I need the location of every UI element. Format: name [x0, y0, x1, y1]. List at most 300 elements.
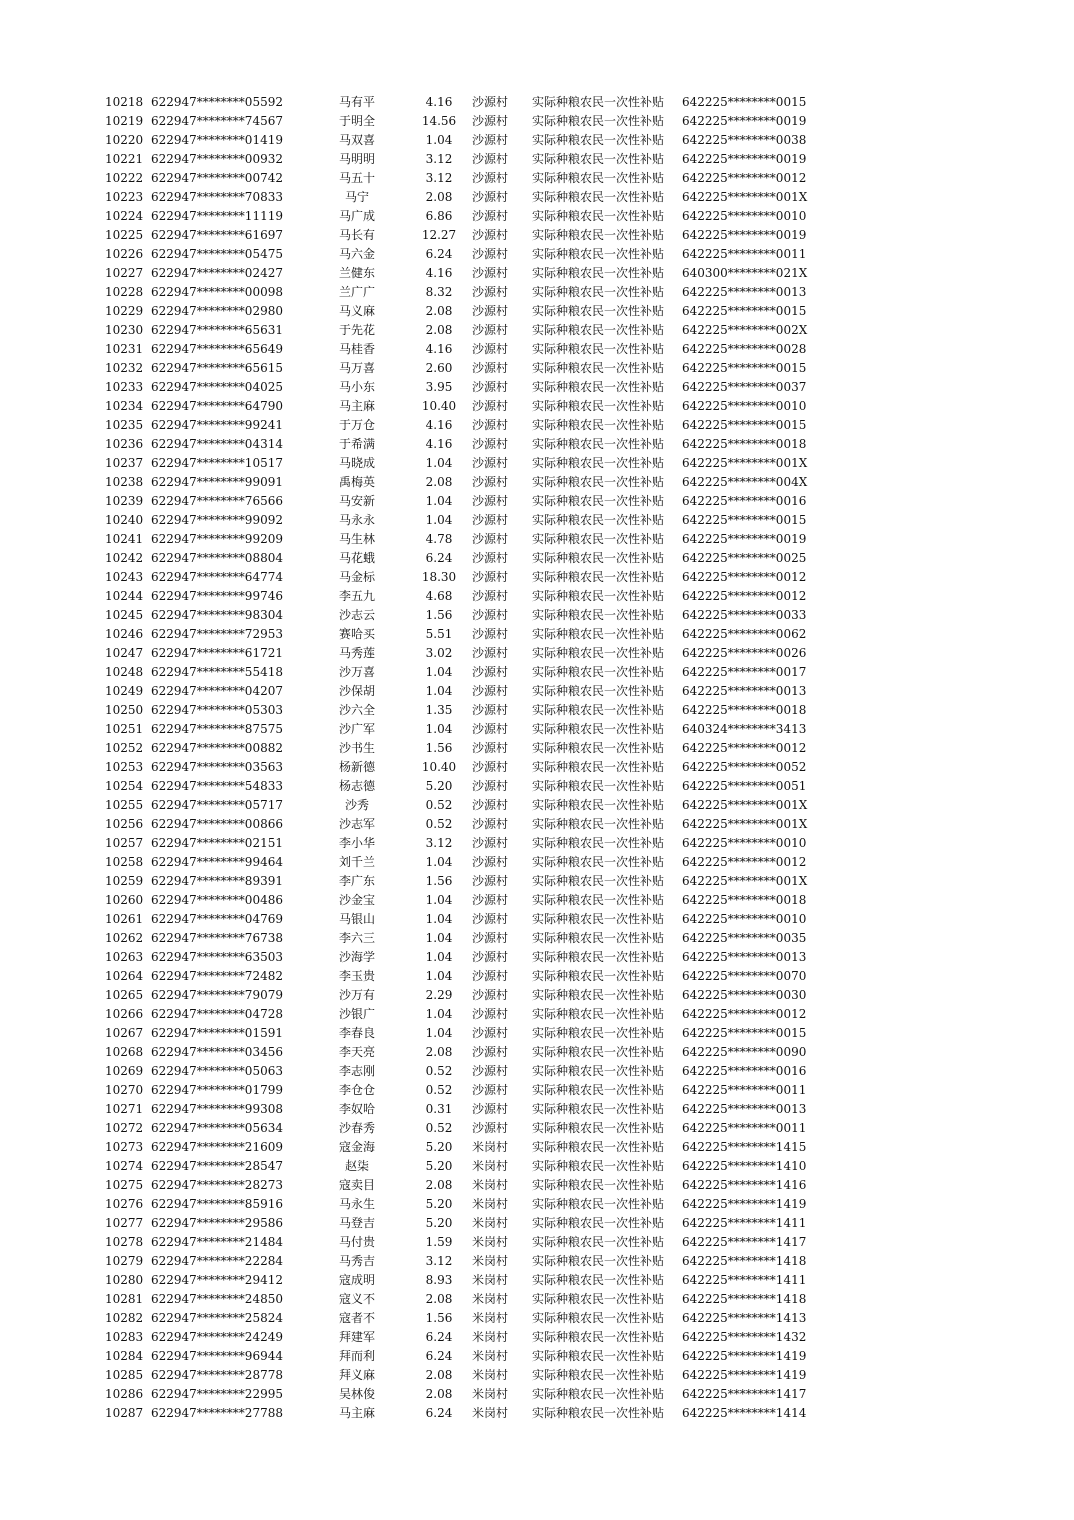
village-cell: 沙源村 — [472, 893, 509, 907]
table-row — [0, 1138, 832, 1157]
farmer-name-cell: 马安新 — [338, 494, 375, 508]
bank-account-cell: 622947********61721 — [151, 646, 283, 660]
subsidy-amount-cell: 6.86 — [425, 209, 453, 223]
id-number-cell: 642225********0011 — [682, 1083, 807, 1097]
farmer-name-cell: 马晓成 — [338, 456, 375, 470]
farmer-name-cell: 沙书生 — [338, 741, 375, 755]
subsidy-amount-cell: 18.30 — [421, 570, 457, 584]
table-row — [0, 986, 832, 1005]
subsidy-type-cell: 实际种粮农民一次性补贴 — [532, 475, 665, 489]
id-number-cell: 642225********0012 — [682, 855, 807, 869]
farmer-name-cell: 马登吉 — [338, 1216, 375, 1230]
subsidy-amount-cell: 0.52 — [425, 798, 453, 812]
bank-account-cell: 622947********29412 — [151, 1273, 283, 1287]
farmer-name-cell: 李广东 — [338, 874, 375, 888]
bank-account-cell: 622947********02427 — [151, 266, 283, 280]
subsidy-type-cell: 实际种粮农民一次性补贴 — [532, 1292, 665, 1306]
serial-number-cell: 10284 — [105, 1349, 144, 1363]
village-cell: 米岗村 — [472, 1292, 509, 1306]
subsidy-amount-cell: 2.08 — [425, 475, 453, 489]
subsidy-type-cell: 实际种粮农民一次性补贴 — [532, 95, 665, 109]
serial-number-cell: 10238 — [105, 475, 144, 489]
subsidy-type-cell: 实际种粮农民一次性补贴 — [532, 608, 665, 622]
village-cell: 米岗村 — [472, 1387, 509, 1401]
id-number-cell: 642225********0013 — [682, 285, 807, 299]
subsidy-amount-cell: 1.04 — [425, 1007, 453, 1021]
table-row — [0, 1328, 832, 1347]
subsidy-type-cell: 实际种粮农民一次性补贴 — [532, 380, 665, 394]
subsidy-amount-cell: 1.04 — [425, 950, 453, 964]
id-number-cell: 642225********001X — [682, 456, 808, 470]
table-row — [0, 796, 832, 815]
farmer-name-cell: 沙万喜 — [338, 665, 375, 679]
farmer-name-cell: 马双喜 — [338, 133, 375, 147]
farmer-name-cell: 沙银广 — [338, 1007, 375, 1021]
id-number-cell: 642225********1411 — [682, 1273, 807, 1287]
subsidy-amount-cell: 2.08 — [425, 1368, 453, 1382]
bank-account-cell: 622947********04025 — [151, 380, 283, 394]
id-number-cell: 642225********0016 — [682, 494, 807, 508]
id-number-cell: 642225********0028 — [682, 342, 807, 356]
farmer-name-cell: 马付贵 — [338, 1235, 375, 1249]
bank-account-cell: 622947********98304 — [151, 608, 283, 622]
subsidy-amount-cell: 6.24 — [425, 1406, 453, 1420]
bank-account-cell: 622947********24249 — [151, 1330, 283, 1344]
subsidy-amount-cell: 0.52 — [425, 817, 453, 831]
subsidy-amount-cell: 2.08 — [425, 304, 453, 318]
village-cell: 沙源村 — [472, 513, 509, 527]
village-cell: 沙源村 — [472, 988, 509, 1002]
subsidy-amount-cell: 3.12 — [425, 836, 453, 850]
subsidy-amount-cell: 6.24 — [425, 551, 453, 565]
table-row — [0, 720, 832, 739]
bank-account-cell: 622947********79079 — [151, 988, 283, 1002]
village-cell: 米岗村 — [472, 1311, 509, 1325]
id-number-cell: 642225********0010 — [682, 912, 807, 926]
subsidy-amount-cell: 5.51 — [425, 627, 453, 641]
subsidy-type-cell: 实际种粮农民一次性补贴 — [532, 1273, 665, 1287]
subsidy-amount-cell: 3.02 — [425, 646, 453, 660]
bank-account-cell: 622947********64790 — [151, 399, 283, 413]
subsidy-type-cell: 实际种粮农民一次性补贴 — [532, 1178, 665, 1192]
table-row — [0, 1347, 832, 1366]
bank-account-cell: 622947********28778 — [151, 1368, 283, 1382]
bank-account-cell: 622947********76566 — [151, 494, 283, 508]
bank-account-cell: 622947********22284 — [151, 1254, 283, 1268]
table-row — [0, 207, 832, 226]
subsidy-amount-cell: 12.27 — [421, 228, 457, 242]
subsidy-amount-cell: 3.12 — [425, 1254, 453, 1268]
subsidy-amount-cell: 1.59 — [425, 1235, 453, 1249]
subsidy-type-cell: 实际种粮农民一次性补贴 — [532, 456, 665, 470]
farmer-name-cell: 马义麻 — [338, 304, 375, 318]
subsidy-type-cell: 实际种粮农民一次性补贴 — [532, 418, 665, 432]
village-cell: 沙源村 — [472, 836, 509, 850]
subsidy-type-cell: 实际种粮农民一次性补贴 — [532, 912, 665, 926]
village-cell: 沙源村 — [472, 209, 509, 223]
subsidy-amount-cell: 0.52 — [425, 1064, 453, 1078]
subsidy-type-cell: 实际种粮农民一次性补贴 — [532, 513, 665, 527]
serial-number-cell: 10246 — [105, 627, 144, 641]
subsidy-amount-cell: 1.04 — [425, 931, 453, 945]
table-row — [0, 1290, 832, 1309]
id-number-cell: 642225********1417 — [682, 1235, 807, 1249]
bank-account-cell: 622947********00866 — [151, 817, 283, 831]
subsidy-type-cell: 实际种粮农民一次性补贴 — [532, 931, 665, 945]
table-row — [0, 188, 832, 207]
subsidy-amount-cell: 1.04 — [425, 133, 453, 147]
subsidy-amount-cell: 1.35 — [425, 703, 453, 717]
farmer-name-cell: 拜建军 — [338, 1330, 375, 1344]
id-number-cell: 642225********0018 — [682, 703, 807, 717]
subsidy-type-cell: 实际种粮农民一次性补贴 — [532, 589, 665, 603]
table-row — [0, 872, 832, 891]
village-cell: 沙源村 — [472, 779, 509, 793]
id-number-cell: 642225********0019 — [682, 152, 807, 166]
subsidy-amount-cell: 1.04 — [425, 665, 453, 679]
subsidy-type-cell: 实际种粮农民一次性补贴 — [532, 684, 665, 698]
serial-number-cell: 10283 — [105, 1330, 144, 1344]
bank-account-cell: 622947********65631 — [151, 323, 283, 337]
id-number-cell: 642225********1417 — [682, 1387, 807, 1401]
subsidy-type-cell: 实际种粮农民一次性补贴 — [532, 817, 665, 831]
farmer-name-cell: 马五十 — [338, 171, 375, 185]
farmer-name-cell: 马生林 — [338, 532, 375, 546]
village-cell: 沙源村 — [472, 456, 509, 470]
id-number-cell: 642225********0010 — [682, 399, 807, 413]
subsidy-amount-cell: 1.56 — [425, 741, 453, 755]
farmer-name-cell: 寇金海 — [338, 1140, 375, 1154]
serial-number-cell: 10277 — [105, 1216, 144, 1230]
table-row — [0, 1252, 832, 1271]
table-row — [0, 834, 832, 853]
id-number-cell: 642225********0018 — [682, 893, 807, 907]
serial-number-cell: 10286 — [105, 1387, 144, 1401]
bank-account-cell: 622947********00932 — [151, 152, 283, 166]
subsidy-amount-cell: 1.04 — [425, 722, 453, 736]
village-cell: 沙源村 — [472, 418, 509, 432]
village-cell: 米岗村 — [472, 1235, 509, 1249]
bank-account-cell: 622947********04728 — [151, 1007, 283, 1021]
serial-number-cell: 10282 — [105, 1311, 144, 1325]
serial-number-cell: 10223 — [105, 190, 144, 204]
serial-number-cell: 10251 — [105, 722, 144, 736]
bank-account-cell: 622947********29586 — [151, 1216, 283, 1230]
serial-number-cell: 10273 — [105, 1140, 144, 1154]
id-number-cell: 642225********0019 — [682, 532, 807, 546]
bank-account-cell: 622947********11119 — [151, 209, 283, 223]
serial-number-cell: 10242 — [105, 551, 144, 565]
bank-account-cell: 622947********99241 — [151, 418, 283, 432]
serial-number-cell: 10269 — [105, 1064, 144, 1078]
subsidy-amount-cell: 6.24 — [425, 247, 453, 261]
id-number-cell: 642225********0013 — [682, 1102, 807, 1116]
bank-account-cell: 622947********72482 — [151, 969, 283, 983]
farmer-name-cell: 马宁 — [344, 190, 369, 204]
subsidy-amount-cell: 3.12 — [425, 171, 453, 185]
farmer-name-cell: 李五九 — [338, 589, 375, 603]
roster-body — [0, 93, 832, 1423]
farmer-name-cell: 沙保胡 — [338, 684, 375, 698]
serial-number-cell: 10287 — [105, 1406, 144, 1420]
subsidy-type-cell: 实际种粮农民一次性补贴 — [532, 532, 665, 546]
table-row — [0, 1385, 832, 1404]
table-row — [0, 1043, 832, 1062]
bank-account-cell: 622947********65615 — [151, 361, 283, 375]
serial-number-cell: 10256 — [105, 817, 144, 831]
subsidy-type-cell: 实际种粮农民一次性补贴 — [532, 209, 665, 223]
table-row — [0, 815, 832, 834]
id-number-cell: 640300********021X — [682, 266, 808, 280]
table-row — [0, 948, 832, 967]
table-row — [0, 549, 832, 568]
subsidy-type-cell: 实际种粮农民一次性补贴 — [532, 342, 665, 356]
id-number-cell: 642225********0019 — [682, 228, 807, 242]
bank-account-cell: 622947********02151 — [151, 836, 283, 850]
subsidy-type-cell: 实际种粮农民一次性补贴 — [532, 665, 665, 679]
village-cell: 米岗村 — [472, 1140, 509, 1154]
serial-number-cell: 10218 — [105, 95, 144, 109]
farmer-name-cell: 沙六全 — [338, 703, 375, 717]
id-number-cell: 642225********0013 — [682, 950, 807, 964]
table-row — [0, 777, 832, 796]
farmer-name-cell: 赛哈买 — [338, 627, 375, 641]
bank-account-cell: 622947********04769 — [151, 912, 283, 926]
village-cell: 沙源村 — [472, 133, 509, 147]
subsidy-type-cell: 实际种粮农民一次性补贴 — [532, 228, 665, 242]
bank-account-cell: 622947********89391 — [151, 874, 283, 888]
bank-account-cell: 622947********64774 — [151, 570, 283, 584]
village-cell: 米岗村 — [472, 1216, 509, 1230]
serial-number-cell: 10271 — [105, 1102, 144, 1116]
subsidy-type-cell: 实际种粮农民一次性补贴 — [532, 323, 665, 337]
id-number-cell: 642225********0012 — [682, 589, 807, 603]
table-row — [0, 682, 832, 701]
table-row — [0, 910, 832, 929]
farmer-name-cell: 李春良 — [338, 1026, 375, 1040]
serial-number-cell: 10263 — [105, 950, 144, 964]
subsidy-type-cell: 实际种粮农民一次性补贴 — [532, 969, 665, 983]
id-number-cell: 642225********0052 — [682, 760, 807, 774]
id-number-cell: 642225********0015 — [682, 95, 807, 109]
farmer-name-cell: 李志刚 — [338, 1064, 375, 1078]
table-row — [0, 435, 832, 454]
subsidy-amount-cell: 1.04 — [425, 1026, 453, 1040]
subsidy-type-cell: 实际种粮农民一次性补贴 — [532, 760, 665, 774]
subsidy-amount-cell: 1.04 — [425, 855, 453, 869]
village-cell: 米岗村 — [472, 1273, 509, 1287]
village-cell: 沙源村 — [472, 798, 509, 812]
bank-account-cell: 622947********01419 — [151, 133, 283, 147]
table-row — [0, 283, 832, 302]
bank-account-cell: 622947********85916 — [151, 1197, 283, 1211]
village-cell: 沙源村 — [472, 1007, 509, 1021]
village-cell: 沙源村 — [472, 969, 509, 983]
id-number-cell: 642225********0062 — [682, 627, 807, 641]
subsidy-amount-cell: 4.16 — [425, 342, 453, 356]
village-cell: 沙源村 — [472, 399, 509, 413]
subsidy-amount-cell: 2.08 — [425, 1387, 453, 1401]
table-row — [0, 1081, 832, 1100]
subsidy-type-cell: 实际种粮农民一次性补贴 — [532, 1159, 665, 1173]
subsidy-type-cell: 实际种粮农民一次性补贴 — [532, 285, 665, 299]
subsidy-type-cell: 实际种粮农民一次性补贴 — [532, 1406, 665, 1420]
village-cell: 沙源村 — [472, 665, 509, 679]
serial-number-cell: 10235 — [105, 418, 144, 432]
farmer-name-cell: 杨志德 — [338, 779, 375, 793]
serial-number-cell: 10274 — [105, 1159, 144, 1173]
id-number-cell: 642225********0012 — [682, 1007, 807, 1021]
farmer-name-cell: 马永生 — [338, 1197, 375, 1211]
bank-account-cell: 622947********99209 — [151, 532, 283, 546]
bank-account-cell: 622947********05063 — [151, 1064, 283, 1078]
subsidy-amount-cell: 5.20 — [425, 1197, 453, 1211]
serial-number-cell: 10260 — [105, 893, 144, 907]
village-cell: 沙源村 — [472, 817, 509, 831]
serial-number-cell: 10267 — [105, 1026, 144, 1040]
id-number-cell: 642225********0090 — [682, 1045, 807, 1059]
subsidy-type-cell: 实际种粮农民一次性补贴 — [532, 1102, 665, 1116]
id-number-cell: 642225********0019 — [682, 114, 807, 128]
subsidy-amount-cell: 2.08 — [425, 1178, 453, 1192]
village-cell: 沙源村 — [472, 1083, 509, 1097]
serial-number-cell: 10230 — [105, 323, 144, 337]
serial-number-cell: 10227 — [105, 266, 144, 280]
table-row — [0, 112, 832, 131]
id-number-cell: 642225********0033 — [682, 608, 807, 622]
subsidy-type-cell: 实际种粮农民一次性补贴 — [532, 836, 665, 850]
serial-number-cell: 10252 — [105, 741, 144, 755]
subsidy-type-cell: 实际种粮农民一次性补贴 — [532, 1368, 665, 1382]
bank-account-cell: 622947********99092 — [151, 513, 283, 527]
farmer-name-cell: 沙春秀 — [338, 1121, 375, 1135]
farmer-name-cell: 寇成明 — [338, 1273, 375, 1287]
subsidy-amount-cell: 2.08 — [425, 190, 453, 204]
subsidy-type-cell: 实际种粮农民一次性补贴 — [532, 741, 665, 755]
village-cell: 沙源村 — [472, 95, 509, 109]
village-cell: 沙源村 — [472, 931, 509, 945]
farmer-name-cell: 杨新德 — [338, 760, 375, 774]
subsidy-type-cell: 实际种粮农民一次性补贴 — [532, 133, 665, 147]
serial-number-cell: 10264 — [105, 969, 144, 983]
village-cell: 沙源村 — [472, 760, 509, 774]
table-row — [0, 1309, 832, 1328]
subsidy-type-cell: 实际种粮农民一次性补贴 — [532, 437, 665, 451]
bank-account-cell: 622947********05592 — [151, 95, 283, 109]
table-row — [0, 1271, 832, 1290]
id-number-cell: 642225********1410 — [682, 1159, 807, 1173]
serial-number-cell: 10239 — [105, 494, 144, 508]
bank-account-cell: 622947********03456 — [151, 1045, 283, 1059]
bank-account-cell: 622947********61697 — [151, 228, 283, 242]
subsidy-amount-cell: 4.68 — [425, 589, 453, 603]
subsidy-type-cell: 实际种粮农民一次性补贴 — [532, 1254, 665, 1268]
subsidy-type-cell: 实际种粮农民一次性补贴 — [532, 1064, 665, 1078]
bank-account-cell: 622947********04207 — [151, 684, 283, 698]
serial-number-cell: 10285 — [105, 1368, 144, 1382]
serial-number-cell: 10243 — [105, 570, 144, 584]
subsidy-type-cell: 实际种粮农民一次性补贴 — [532, 627, 665, 641]
farmer-name-cell: 寇卖目 — [338, 1178, 375, 1192]
subsidy-amount-cell: 6.24 — [425, 1349, 453, 1363]
farmer-name-cell: 马银山 — [338, 912, 375, 926]
subsidy-amount-cell: 1.56 — [425, 874, 453, 888]
table-row — [0, 245, 832, 264]
bank-account-cell: 622947********99746 — [151, 589, 283, 603]
id-number-cell: 642225********0011 — [682, 247, 807, 261]
serial-number-cell: 10268 — [105, 1045, 144, 1059]
subsidy-amount-cell: 4.78 — [425, 532, 453, 546]
table-row — [0, 473, 832, 492]
id-number-cell: 642225********001X — [682, 798, 808, 812]
serial-number-cell: 10237 — [105, 456, 144, 470]
id-number-cell: 642225********0025 — [682, 551, 807, 565]
farmer-name-cell: 李六三 — [338, 931, 375, 945]
serial-number-cell: 10240 — [105, 513, 144, 527]
subsidy-amount-cell: 4.16 — [425, 437, 453, 451]
farmer-name-cell: 于希满 — [338, 437, 375, 451]
village-cell: 沙源村 — [472, 171, 509, 185]
village-cell: 沙源村 — [472, 342, 509, 356]
subsidy-type-cell: 实际种粮农民一次性补贴 — [532, 266, 665, 280]
serial-number-cell: 10231 — [105, 342, 144, 356]
table-row — [0, 1366, 832, 1385]
village-cell: 沙源村 — [472, 874, 509, 888]
farmer-name-cell: 马长有 — [338, 228, 375, 242]
serial-number-cell: 10236 — [105, 437, 144, 451]
serial-number-cell: 10219 — [105, 114, 144, 128]
subsidy-amount-cell: 6.24 — [425, 1330, 453, 1344]
subsidy-amount-cell: 4.16 — [425, 266, 453, 280]
village-cell: 沙源村 — [472, 855, 509, 869]
id-number-cell: 642225********0015 — [682, 418, 807, 432]
bank-account-cell: 622947********05634 — [151, 1121, 283, 1135]
bank-account-cell: 622947********65649 — [151, 342, 283, 356]
table-row — [0, 587, 832, 606]
subsidy-type-cell: 实际种粮农民一次性补贴 — [532, 171, 665, 185]
id-number-cell: 640324********3413 — [682, 722, 807, 736]
subsidy-amount-cell: 0.52 — [425, 1121, 453, 1135]
farmer-name-cell: 李奴哈 — [338, 1102, 375, 1116]
subsidy-amount-cell: 5.20 — [425, 1159, 453, 1173]
id-number-cell: 642225********0015 — [682, 361, 807, 375]
serial-number-cell: 10226 — [105, 247, 144, 261]
subsidy-type-cell: 实际种粮农民一次性补贴 — [532, 399, 665, 413]
serial-number-cell: 10232 — [105, 361, 144, 375]
serial-number-cell: 10221 — [105, 152, 144, 166]
id-number-cell: 642225********1411 — [682, 1216, 807, 1230]
bank-account-cell: 622947********87575 — [151, 722, 283, 736]
id-number-cell: 642225********0038 — [682, 133, 807, 147]
serial-number-cell: 10225 — [105, 228, 144, 242]
bank-account-cell: 622947********28547 — [151, 1159, 283, 1173]
id-number-cell: 642225********0012 — [682, 171, 807, 185]
village-cell: 沙源村 — [472, 532, 509, 546]
farmer-name-cell: 马小东 — [338, 380, 375, 394]
village-cell: 沙源村 — [472, 475, 509, 489]
farmer-name-cell: 马主麻 — [338, 399, 375, 413]
table-row — [0, 321, 832, 340]
table-row — [0, 853, 832, 872]
serial-number-cell: 10257 — [105, 836, 144, 850]
serial-number-cell: 10241 — [105, 532, 144, 546]
table-row — [0, 264, 832, 283]
subsidy-amount-cell: 1.04 — [425, 969, 453, 983]
subsidy-roster-table — [0, 93, 832, 1423]
village-cell: 沙源村 — [472, 627, 509, 641]
serial-number-cell: 10224 — [105, 209, 144, 223]
subsidy-type-cell: 实际种粮农民一次性补贴 — [532, 551, 665, 565]
